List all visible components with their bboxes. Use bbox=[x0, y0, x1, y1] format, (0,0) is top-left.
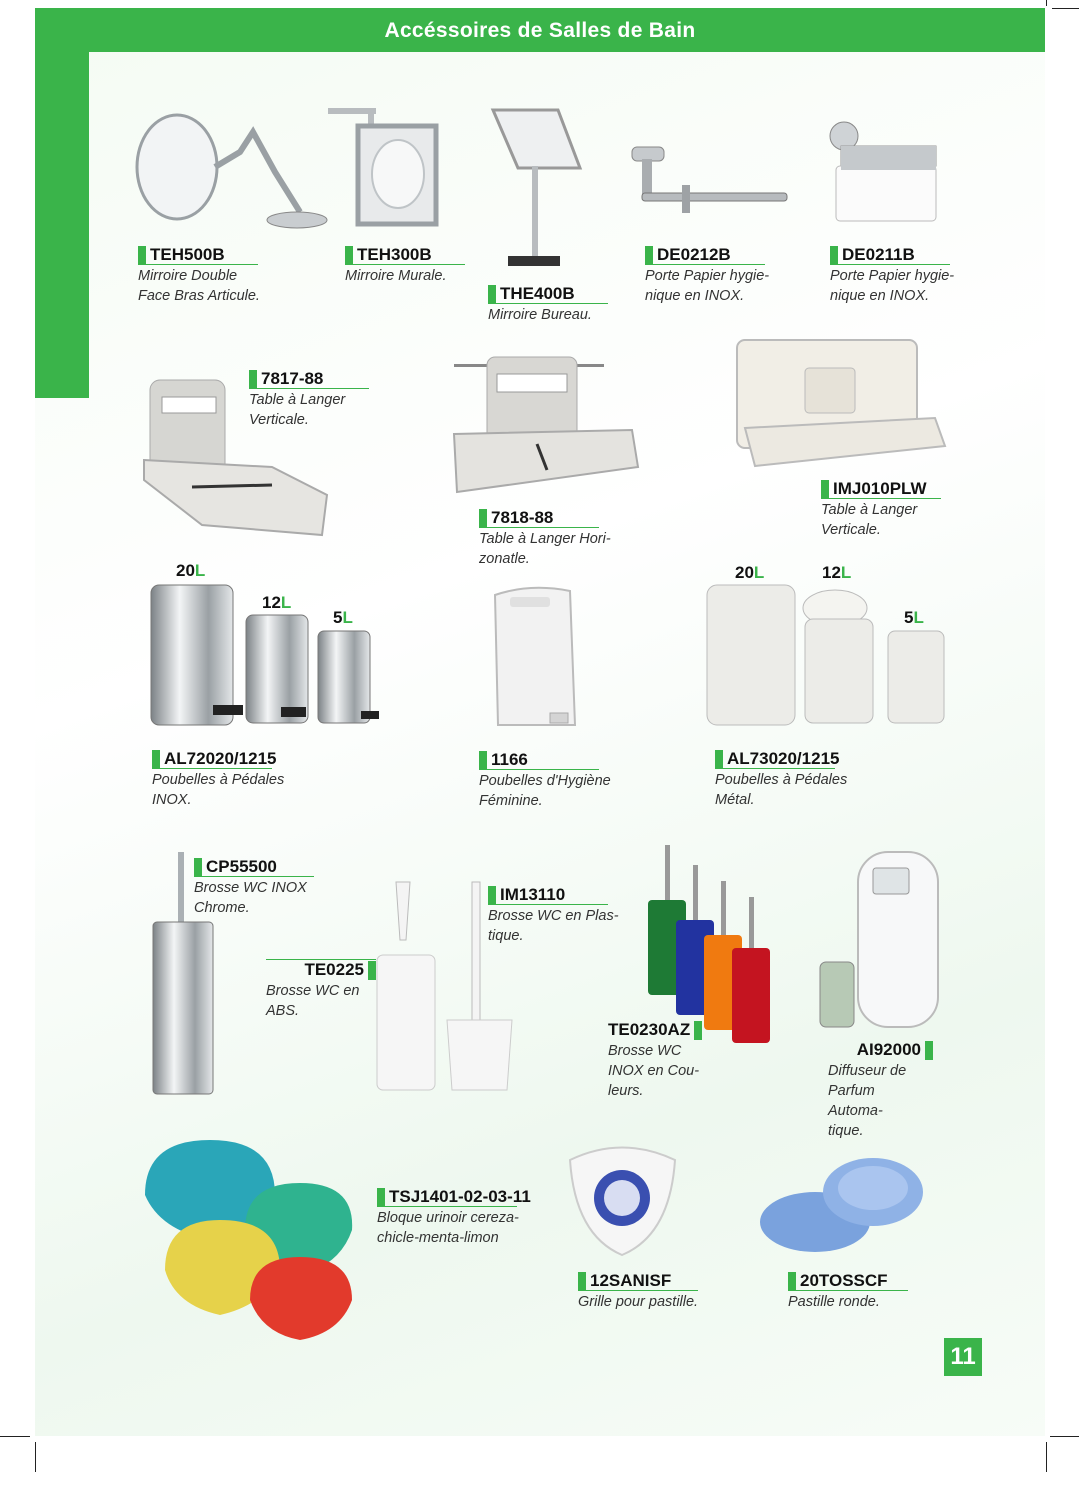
product-te0225 bbox=[266, 959, 376, 1021]
product-code: CP55500 bbox=[194, 857, 277, 877]
capacity-label: 5L bbox=[904, 608, 924, 627]
product-imj010plw bbox=[821, 479, 1021, 540]
mirror-wall-image bbox=[328, 108, 440, 228]
product-code: AI92000 bbox=[857, 1040, 933, 1060]
product-description: Porte Papier hygie- nique en INOX. bbox=[830, 268, 955, 304]
page-title: Accéssoires de Salles de Bain bbox=[384, 19, 696, 42]
product-code: THE400B bbox=[488, 284, 575, 304]
crop-mark bbox=[1046, 1442, 1047, 1472]
product-code: 1166 bbox=[479, 750, 528, 770]
urinal-screens-image bbox=[140, 1135, 365, 1345]
product-7818-88 bbox=[479, 508, 679, 569]
product-code: TE0225 bbox=[304, 960, 376, 980]
mirror-articulated-image bbox=[135, 112, 335, 237]
product-description: Poubelles à Pédales Métal. bbox=[715, 772, 848, 808]
mirror-desk-image bbox=[488, 108, 583, 268]
product-code: TEH500B bbox=[138, 245, 225, 265]
capacity-label: 20L bbox=[735, 563, 765, 582]
product-teh300b bbox=[345, 245, 545, 286]
crop-mark bbox=[0, 1436, 30, 1437]
product-description: Table à Langer Verticale. bbox=[249, 392, 346, 428]
capacity-label: 20L bbox=[176, 561, 206, 580]
crop-mark bbox=[1046, 0, 1047, 6]
page-number: 11 bbox=[944, 1338, 982, 1376]
product-7817-88 bbox=[249, 369, 449, 430]
product-cp55500 bbox=[194, 857, 394, 918]
product-tsj1401-02-03-11 bbox=[377, 1187, 597, 1248]
product-description: Brosse WC en ABS. bbox=[266, 983, 360, 1019]
product-code: TE0230AZ bbox=[608, 1020, 702, 1040]
product-description: Mirroire Double Face Bras Articule. bbox=[138, 268, 260, 304]
product-code: AL72020/1215 bbox=[152, 749, 276, 769]
perfume-diffuser-image bbox=[818, 850, 943, 1030]
product-code: DE0212B bbox=[645, 245, 731, 265]
product-al72020-1215 bbox=[152, 749, 372, 810]
bin-feminine-hygiene-image bbox=[490, 585, 580, 735]
paper-holder-cover-image bbox=[826, 118, 941, 228]
product-description: Brosse WC INOX en Cou- leurs. bbox=[608, 1043, 700, 1099]
side-accent-bar bbox=[35, 8, 89, 398]
product-de0212b bbox=[645, 245, 845, 306]
bins-metal-image bbox=[705, 583, 945, 728]
changing-table-horizontal-image bbox=[452, 352, 640, 494]
product-code: 20TOSSCF bbox=[788, 1271, 888, 1291]
changing-table-wall-image bbox=[735, 338, 947, 470]
product-te0230az bbox=[608, 1020, 700, 1101]
product-12sanisf bbox=[578, 1271, 778, 1312]
capacity-label: 12L bbox=[262, 593, 292, 612]
crop-mark bbox=[1050, 1436, 1079, 1437]
product-code: DE0211B bbox=[830, 245, 915, 265]
product-description: Brosse WC en Plas- tique. bbox=[488, 908, 619, 944]
crop-mark bbox=[1052, 8, 1079, 9]
product-1166 bbox=[479, 750, 679, 811]
product-al73020-1215 bbox=[715, 749, 935, 810]
product-description: Pastille ronde. bbox=[788, 1294, 880, 1310]
product-description: Bloque urinoir cereza- chicle-menta-limon bbox=[377, 1210, 519, 1246]
product-code: IMJ010PLW bbox=[821, 479, 927, 499]
product-description: Diffuseur de Parfum Automa- tique. bbox=[828, 1063, 907, 1139]
paper-holder-bar-image bbox=[632, 145, 787, 215]
product-im13110 bbox=[488, 885, 688, 946]
product-description: Mirroire Murale. bbox=[345, 268, 447, 284]
product-description: Table à Langer Hori- zonatle. bbox=[479, 531, 611, 567]
product-description: Mirroire Bureau. bbox=[488, 307, 592, 323]
product-teh500b bbox=[138, 245, 338, 306]
crop-mark bbox=[35, 1442, 36, 1472]
product-ai92000 bbox=[828, 1040, 933, 1141]
bins-inox-image bbox=[143, 583, 383, 728]
product-code: 7817-88 bbox=[249, 369, 323, 389]
product-description: Poubelles d'Hygiène Féminine. bbox=[479, 773, 611, 809]
product-code: IM13110 bbox=[488, 885, 565, 905]
product-code: 7818-88 bbox=[479, 508, 553, 528]
product-de0211b bbox=[830, 245, 1030, 306]
product-description: Grille pour pastille. bbox=[578, 1294, 699, 1310]
product-description: Poubelles à Pédales INOX. bbox=[152, 772, 285, 808]
product-code: 12SANISF bbox=[578, 1271, 671, 1291]
product-description: Porte Papier hygie- nique en INOX. bbox=[645, 268, 770, 304]
product-code: TEH300B bbox=[345, 245, 432, 265]
product-20tosscf bbox=[788, 1271, 988, 1312]
product-description: Brosse WC INOX Chrome. bbox=[194, 880, 307, 916]
product-description: Table à Langer Verticale. bbox=[821, 502, 918, 538]
round-tablets-image bbox=[755, 1150, 927, 1260]
product-code: TSJ1401-02-03-11 bbox=[377, 1187, 531, 1207]
capacity-label: 12L bbox=[822, 563, 852, 582]
product-code: AL73020/1215 bbox=[715, 749, 839, 769]
capacity-label: 5L bbox=[333, 608, 353, 627]
